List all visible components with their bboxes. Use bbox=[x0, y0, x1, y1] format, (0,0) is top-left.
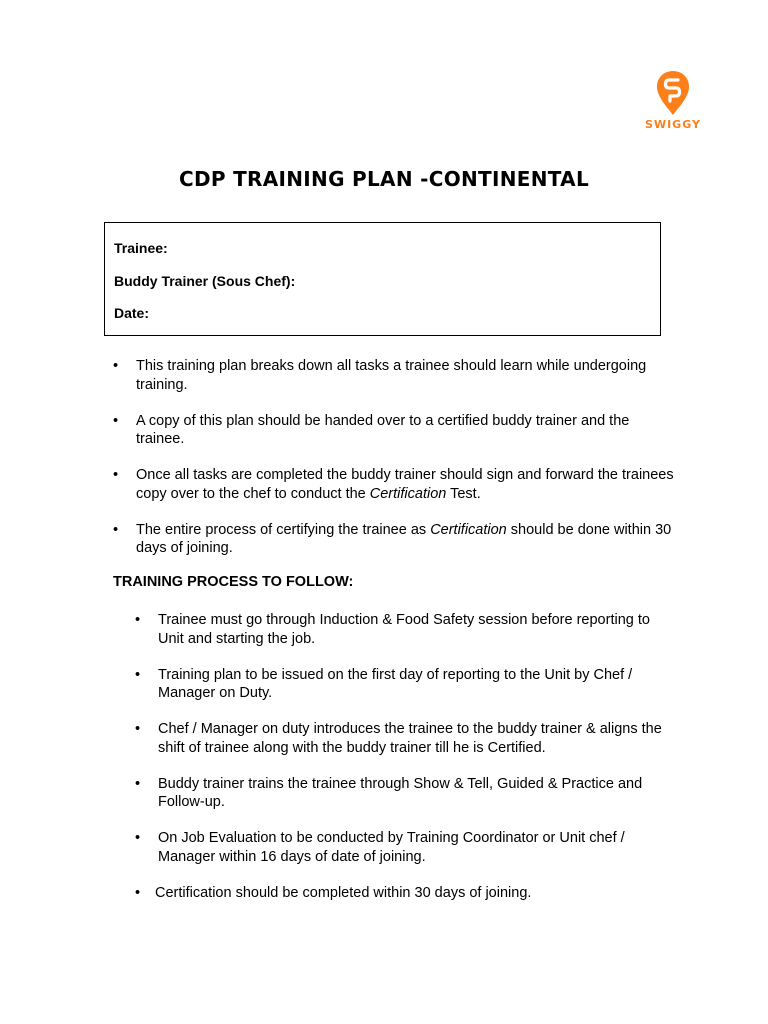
bullet-icon: • bbox=[113, 521, 119, 538]
process-bullet-list bbox=[135, 611, 668, 920]
swiggy-logo bbox=[640, 70, 706, 131]
bullet-icon: • bbox=[135, 775, 141, 792]
bullet-icon: • bbox=[135, 884, 141, 901]
section-heading: TRAINING PROCESS TO FOLLOW: bbox=[113, 574, 354, 590]
buddy-trainer-label: Buddy Trainer (Sous Chef): bbox=[114, 273, 296, 289]
list-item: • The entire process of certifying the trainee as Certification should be done within 30 days of joining. bbox=[113, 521, 672, 556]
list-item: • Certification should be completed within 30 days of joining. bbox=[135, 884, 532, 901]
bullet-icon: • bbox=[113, 358, 119, 374]
bullet-icon: • bbox=[113, 467, 119, 483]
intro-bullet-list bbox=[113, 357, 676, 575]
date-label: Date: bbox=[114, 305, 150, 321]
list-item: • Training plan to be issued on the first day of reporting to the Unit by Chef / Manager on Duty. bbox=[135, 666, 633, 701]
list-item: • Trainee must go through Induction & Food Safety session before reporting to Unit and starting the job. bbox=[135, 612, 650, 647]
swiggy-logo-icon bbox=[656, 70, 690, 116]
trainee-label: Trainee: bbox=[114, 240, 168, 256]
list-item: • Once all tasks are completed the buddy trainer should sign and forward the trainees copy over to the chef to conduct the Certification Test. bbox=[113, 467, 674, 502]
list-item: • A copy of this plan should be handed over to a certified buddy trainer and the trainee. bbox=[113, 412, 630, 447]
bullet-icon: • bbox=[135, 612, 141, 628]
logo-text: SWIGGY bbox=[645, 118, 701, 131]
list-item: • On Job Evaluation to be conducted by Training Coordinator or Unit chef / Manager within 16 days of date of joining. bbox=[135, 830, 625, 865]
list-item: • Buddy trainer trains the trainee through Show & Tell, Guided & Practice and Follow-up. bbox=[135, 775, 643, 810]
bullet-icon: • bbox=[135, 830, 141, 846]
bullet-icon: • bbox=[135, 721, 141, 737]
info-box bbox=[104, 222, 661, 336]
list-item: • This training plan breaks down all tasks a trainee should learn while undergoing training. bbox=[113, 358, 647, 393]
page-title: CDP TRAINING PLAN -CONTINENTAL bbox=[179, 167, 589, 191]
bullet-icon: • bbox=[113, 412, 119, 429]
list-item: • Chef / Manager on duty introduces the trainee to the buddy trainer & aligns the shift of trainee along with the buddy trainer till he is Certified. bbox=[135, 721, 662, 756]
bullet-icon: • bbox=[135, 666, 141, 683]
